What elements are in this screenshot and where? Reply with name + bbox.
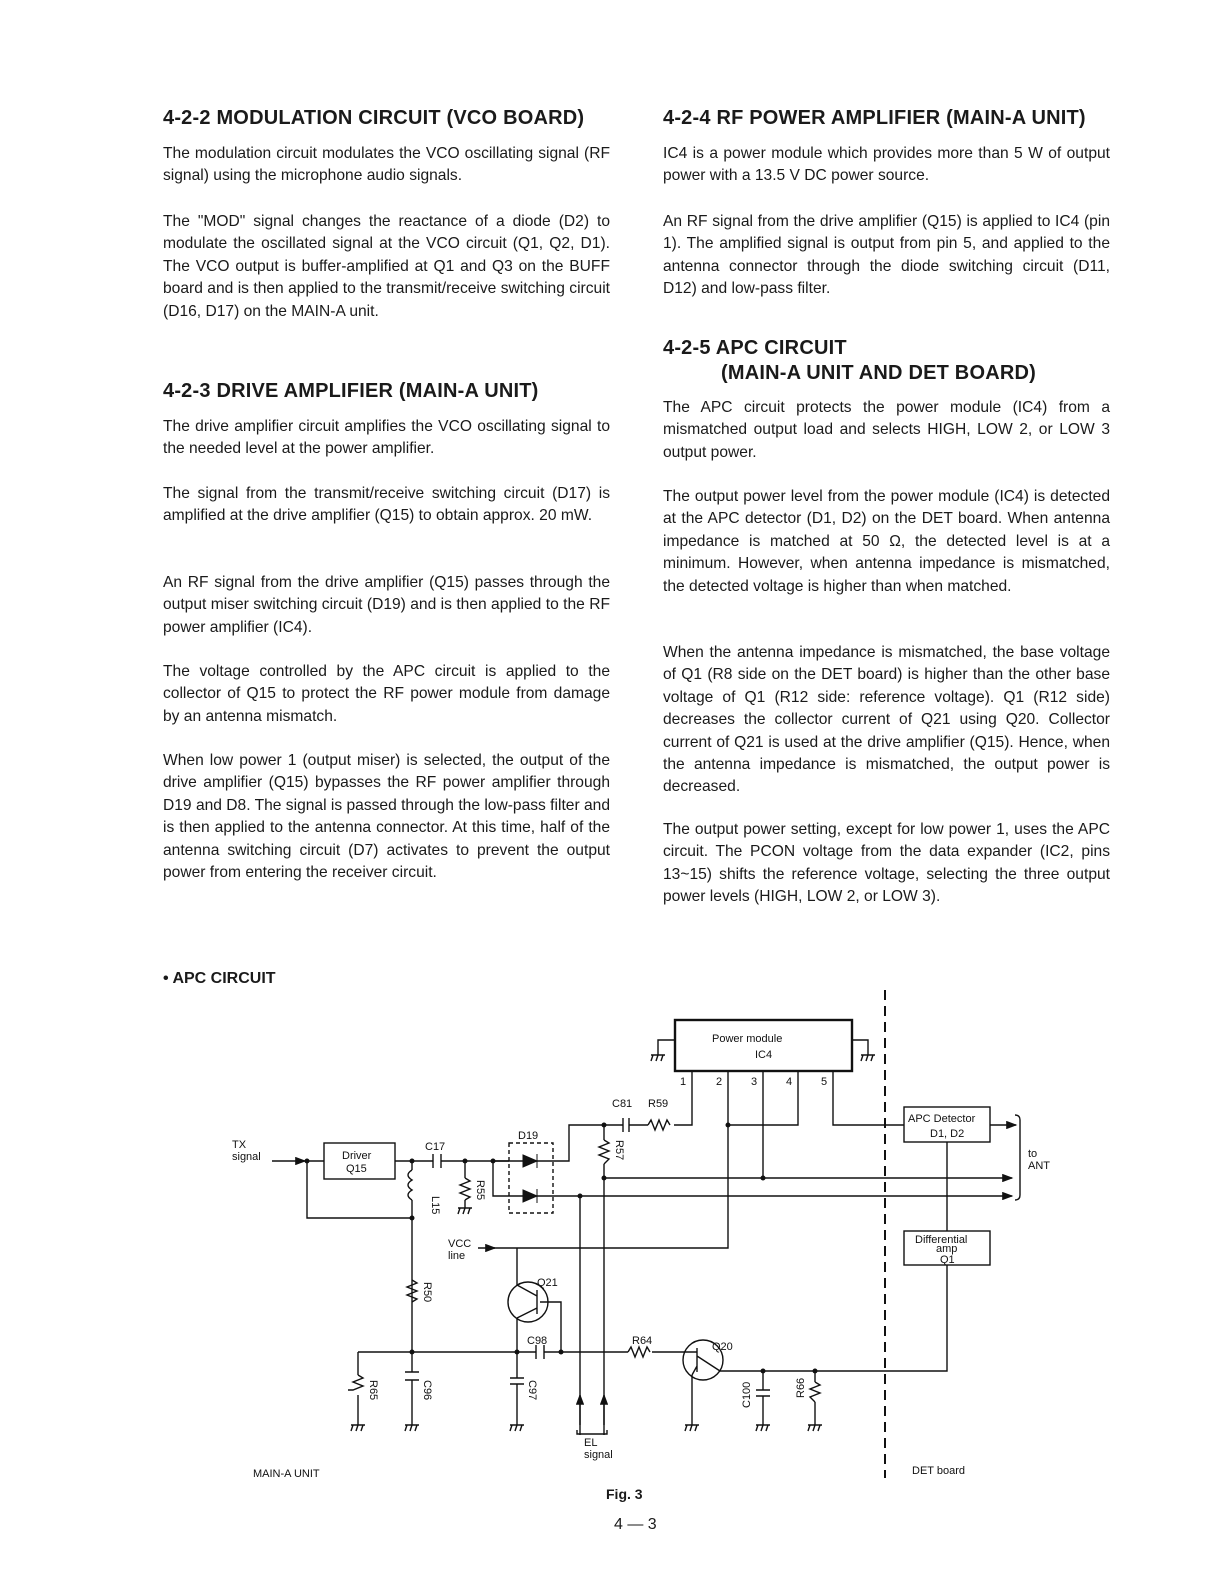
d19-diode-package: [509, 1143, 553, 1213]
paragraph: The voltage controlled by the APC circuit is applied to the collector of Q15 to protect the RF power module from damage by an antenna mismatch.: [163, 663, 610, 725]
paragraph: The APC circuit protects the power module (IC4) from a mismatched output load and selects HIGH, LOW 2, or LOW 3 output power.: [663, 399, 1110, 461]
label: signal: [584, 1449, 613, 1461]
label: R59: [648, 1098, 669, 1110]
figure-caption: Fig. 3: [606, 1486, 643, 1502]
resistor-icon: [348, 1120, 820, 1402]
page-number: 4 — 3: [614, 1516, 657, 1533]
label: Driver: [342, 1150, 372, 1162]
wires: [272, 1040, 1020, 1435]
label: R50: [421, 1282, 433, 1303]
paragraph: When the antenna impedance is mismatched, the base voltage of Q1 (R8 side on the DET board) is higher than the other base voltage of Q1 (R12 side: reference voltage). Q1 (R12 side) decreases the collector current of Q21 using Q20. Collector current of Q21 is used at the drive amplifier (Q15). Hence, when the antenna impedance is mismatched, the output power is decreased.: [663, 644, 1110, 796]
label: to: [1028, 1148, 1038, 1160]
label: C17: [425, 1141, 446, 1153]
label: APC Detector: [908, 1113, 976, 1125]
label: 4: [786, 1076, 793, 1088]
label: D1, D2: [930, 1128, 965, 1140]
heading-4-2-2: 4-2-2 MODULATION CIRCUIT (VCO BOARD): [163, 107, 585, 129]
heading-line: (MAIN-A UNIT AND DET BOARD): [721, 362, 1036, 384]
label: 2: [716, 1076, 723, 1088]
label: Q15: [346, 1163, 367, 1175]
ground-icon: [351, 1055, 875, 1431]
label: TX: [232, 1139, 247, 1151]
label: DET board: [912, 1465, 965, 1477]
paragraph: An RF signal from the drive amplifier (Q15) is applied to IC4 (pin 1). The amplified signal is output from pin 5, and applied to the antenna connector through the diode switching circuit (D11, D12) and low-pass filter.: [663, 213, 1110, 298]
label: R66: [795, 1377, 807, 1398]
heading-4-2-3: 4-2-3 DRIVE AMPLIFIER (MAIN-A UNIT): [163, 380, 539, 402]
label: 1: [680, 1076, 687, 1088]
paragraph: The output power level from the power module (IC4) is detected at the APC detector (D1, D2) on the DET board. When antenna impedance is matched at 50 Ω, the detected level is at a minimum. However, when antenna impedance is mismatched, the detected voltage is higher than when matched.: [663, 488, 1110, 595]
inductor-icon: [408, 1170, 412, 1200]
paragraph: The drive amplifier circuit amplifies the VCO oscillating signal to the needed level at the power amplifier.: [163, 418, 610, 458]
label: 5: [821, 1076, 828, 1088]
label: VCC: [448, 1238, 472, 1250]
paragraph: An RF signal from the drive amplifier (Q15) passes through the output miser switching circuit (D19) and is then applied to the RF power amplifier (IC4).: [163, 574, 610, 636]
paragraph: The signal from the transmit/receive switching circuit (D17) is amplified at the drive amplifier (Q15) to obtain approx. 20 mW.: [163, 485, 610, 525]
power-module-ic4-block: [675, 1020, 852, 1071]
paragraph: IC4 is a power module which provides more than 5 W of output power with a 13.5 V DC power source.: [663, 145, 1110, 185]
label: R57: [613, 1140, 625, 1161]
label: L15: [429, 1196, 441, 1215]
label: Q1: [940, 1254, 955, 1266]
label: R64: [632, 1335, 653, 1347]
label: C81: [612, 1098, 633, 1110]
figure-section-label: • APC CIRCUIT: [163, 970, 276, 987]
paragraph: The output power setting, except for low power 1, uses the APC circuit. The PCON voltage from the data expander (IC2, pins 13~15) shifts the reference voltage, selecting the three output power levels (HIGH, LOW 2, or LOW 3).: [663, 821, 1110, 906]
label: EL: [584, 1437, 598, 1449]
label: MAIN-A UNIT: [253, 1468, 320, 1480]
label: ANT: [1028, 1160, 1050, 1172]
label: C96: [421, 1380, 433, 1401]
diode-icon: [523, 1154, 537, 1203]
label: R65: [367, 1380, 379, 1401]
label: Power module: [712, 1033, 783, 1045]
label: C98: [527, 1335, 548, 1347]
paragraph: When low power 1 (output miser) is selected, the output of the drive amplifier (Q15) bypasses the RF power amplifier through D19 and D8. The signal is passed through the low-pass filter and is then applied to the antenna connector. At this time, half of the antenna switching circuit (D7) activates to prevent the output power from entering the receiver circuit.: [163, 752, 610, 882]
paragraph: The "MOD" signal changes the reactance of a diode (D2) to modulate the oscillated signal at the VCO circuit (Q1, Q2, D1). The VCO output is buffer-amplified at Q1 and Q3 on the BUFF board and is then applied to the transmit/receive switching circuit (D16, D17) on the MAIN-A unit.: [163, 213, 610, 320]
label: IC4: [755, 1049, 773, 1061]
label: C97: [526, 1380, 538, 1401]
label: C100: [741, 1381, 753, 1408]
label: Q21: [537, 1277, 558, 1289]
paragraph: The modulation circuit modulates the VCO oscillating signal (RF signal) using the microphone audio signals.: [163, 145, 610, 185]
label: D19: [518, 1130, 539, 1142]
heading-4-2-4: 4-2-4 RF POWER AMPLIFIER (MAIN-A UNIT): [663, 107, 1086, 129]
label: amp: [936, 1243, 958, 1255]
schematic-labels: [232, 1033, 1050, 1480]
label: signal: [232, 1151, 261, 1163]
label: Q20: [712, 1341, 733, 1353]
label: Differential: [915, 1234, 968, 1246]
label: 3: [751, 1076, 758, 1088]
label: R55: [474, 1180, 486, 1201]
heading-line: 4-2-5 APC CIRCUIT: [663, 337, 847, 359]
label: line: [448, 1250, 466, 1262]
